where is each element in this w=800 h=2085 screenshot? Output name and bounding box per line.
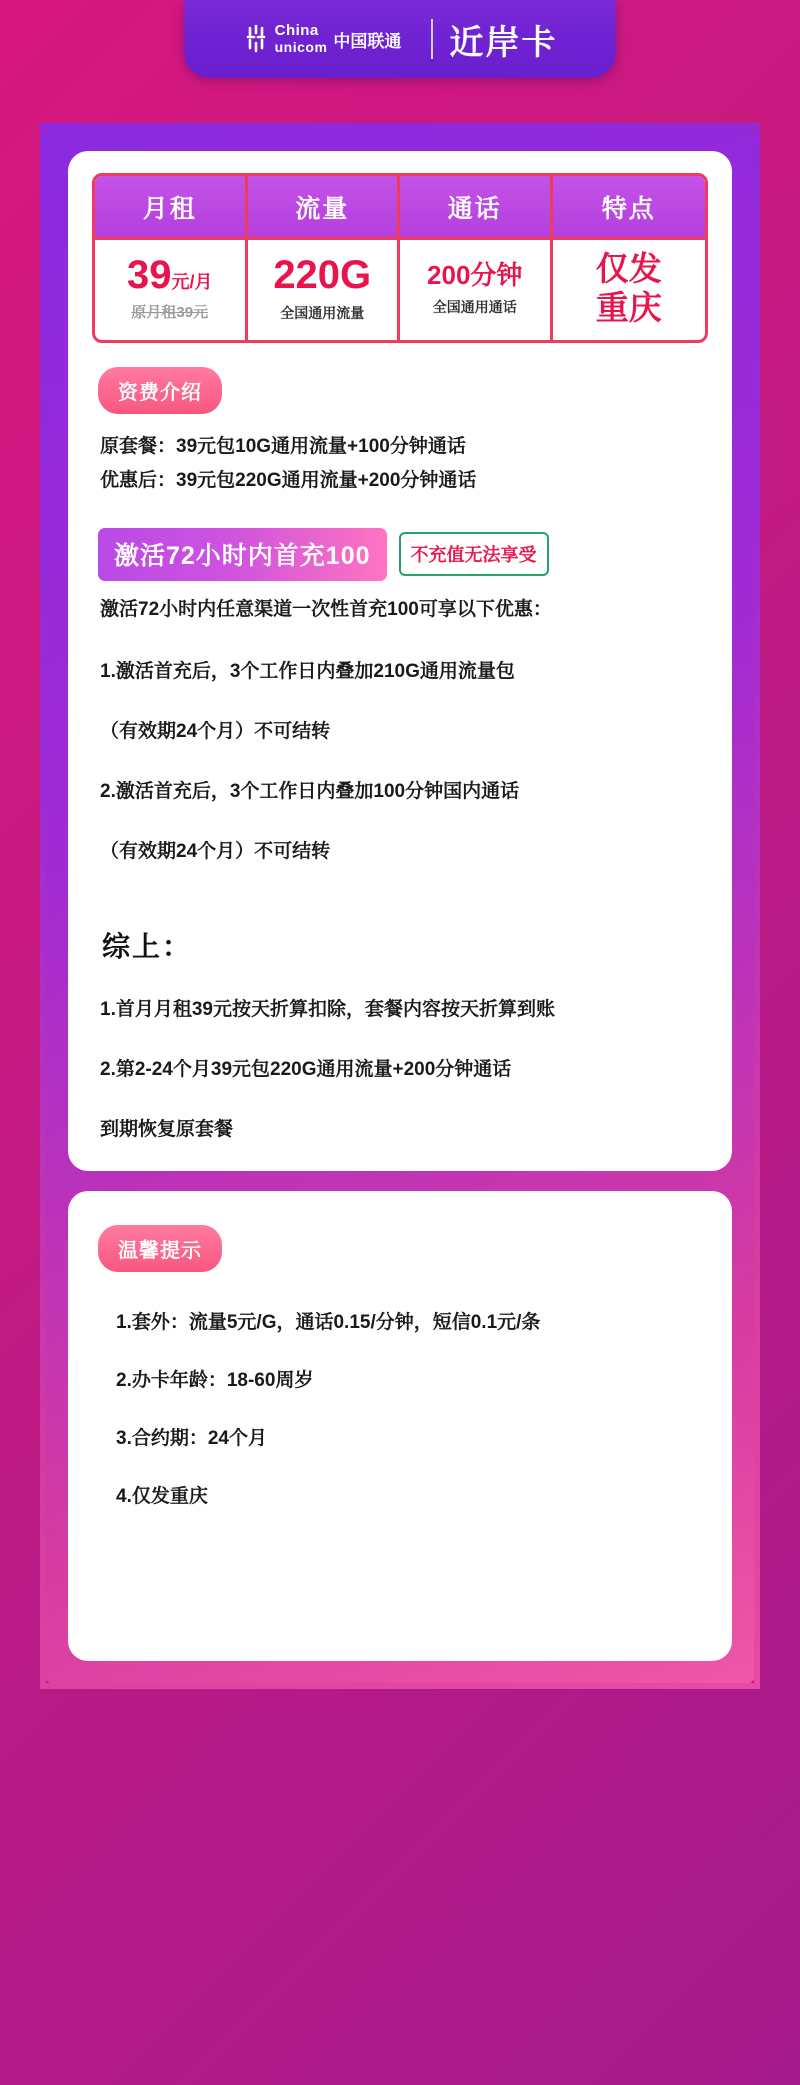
promo-item-2: 2.激活首充后，3个工作日内叠加100分钟国内通话 <box>100 780 520 802</box>
tips-card <box>68 1191 732 1661</box>
china-unicom-logo-icon <box>243 24 269 54</box>
brand-logo-group <box>243 22 416 56</box>
voice-value: 200分钟 <box>427 260 523 291</box>
summary-title: 综上： <box>102 930 193 962</box>
promo-badge: 激活72小时内首充100 <box>98 528 387 581</box>
data-note: 全国通用流量 <box>280 305 365 322</box>
brand-english-name: China unicom <box>274 22 328 55</box>
brand-chinese-name: 中国联通 <box>333 31 402 51</box>
tips-section-tag: 温馨提示 <box>98 1225 222 1272</box>
spec-body-feature <box>553 240 706 340</box>
spec-body-monthly-fee <box>95 240 245 340</box>
promo-highlight-row <box>98 528 708 581</box>
spec-column-data <box>248 176 401 340</box>
promo-intro: 激活72小时内任意渠道一次性首充100可享以下优惠： <box>100 598 552 620</box>
monthly-fee-value: 39元/月 <box>126 253 213 298</box>
fee-line-discounted: 优惠后：39元包220G通用流量+200分钟通话 <box>100 469 477 491</box>
summary-item-1: 1.首月月租39元按天折算扣除，套餐内容按天折算到账 <box>100 998 555 1020</box>
content-frame <box>40 123 760 1689</box>
spec-header-feature: 特点 <box>553 176 706 240</box>
tip-item-4: 4.仅发重庆 <box>116 1485 208 1507</box>
summary-item-3: 到期恢复原套餐 <box>100 1118 234 1140</box>
spec-table <box>92 173 708 343</box>
tip-item-2: 2.办卡年龄：18-60周岁 <box>116 1369 314 1391</box>
brand-divider <box>431 19 433 59</box>
promo-warning-note: 不充值无法享受 <box>399 532 549 576</box>
brand-banner <box>184 0 616 78</box>
feature-value: 仅发 重庆 <box>595 250 662 326</box>
fee-line-original: 原套餐：39元包10G通用流量+100分钟通话 <box>100 435 466 457</box>
spec-body-data <box>248 240 398 340</box>
monthly-fee-original: 原月租39元 <box>131 304 209 322</box>
voice-note: 全国通用通话 <box>432 298 517 315</box>
main-card <box>68 151 732 1171</box>
page-header <box>0 0 800 105</box>
summary-item-2: 2.第2-24个月39元包220G通用流量+200分钟通话 <box>100 1058 512 1080</box>
spec-header-monthly-fee: 月租 <box>95 176 245 240</box>
promo-item-1-note: （有效期24个月）不可结转 <box>100 720 331 742</box>
product-title: 近岸卡 <box>449 23 558 62</box>
promo-item-2-note: （有效期24个月）不可结转 <box>100 840 331 862</box>
spec-column-feature <box>553 176 706 340</box>
promo-item-1: 1.激活首充后，3个工作日内叠加210G通用流量包 <box>100 660 515 682</box>
spec-header-data: 流量 <box>248 176 398 240</box>
spec-header-voice: 通话 <box>400 176 550 240</box>
spec-column-voice <box>400 176 553 340</box>
fee-section-tag: 资费介绍 <box>98 367 222 414</box>
footer-spacer <box>0 1689 800 1715</box>
spec-body-voice <box>400 240 550 340</box>
spec-column-monthly-fee <box>95 176 248 340</box>
tip-item-1: 1.套外：流量5元/G，通话0.15/分钟，短信0.1元/条 <box>116 1311 541 1333</box>
tip-item-3: 3.合约期：24个月 <box>116 1427 267 1449</box>
data-value: 220G <box>273 253 372 298</box>
